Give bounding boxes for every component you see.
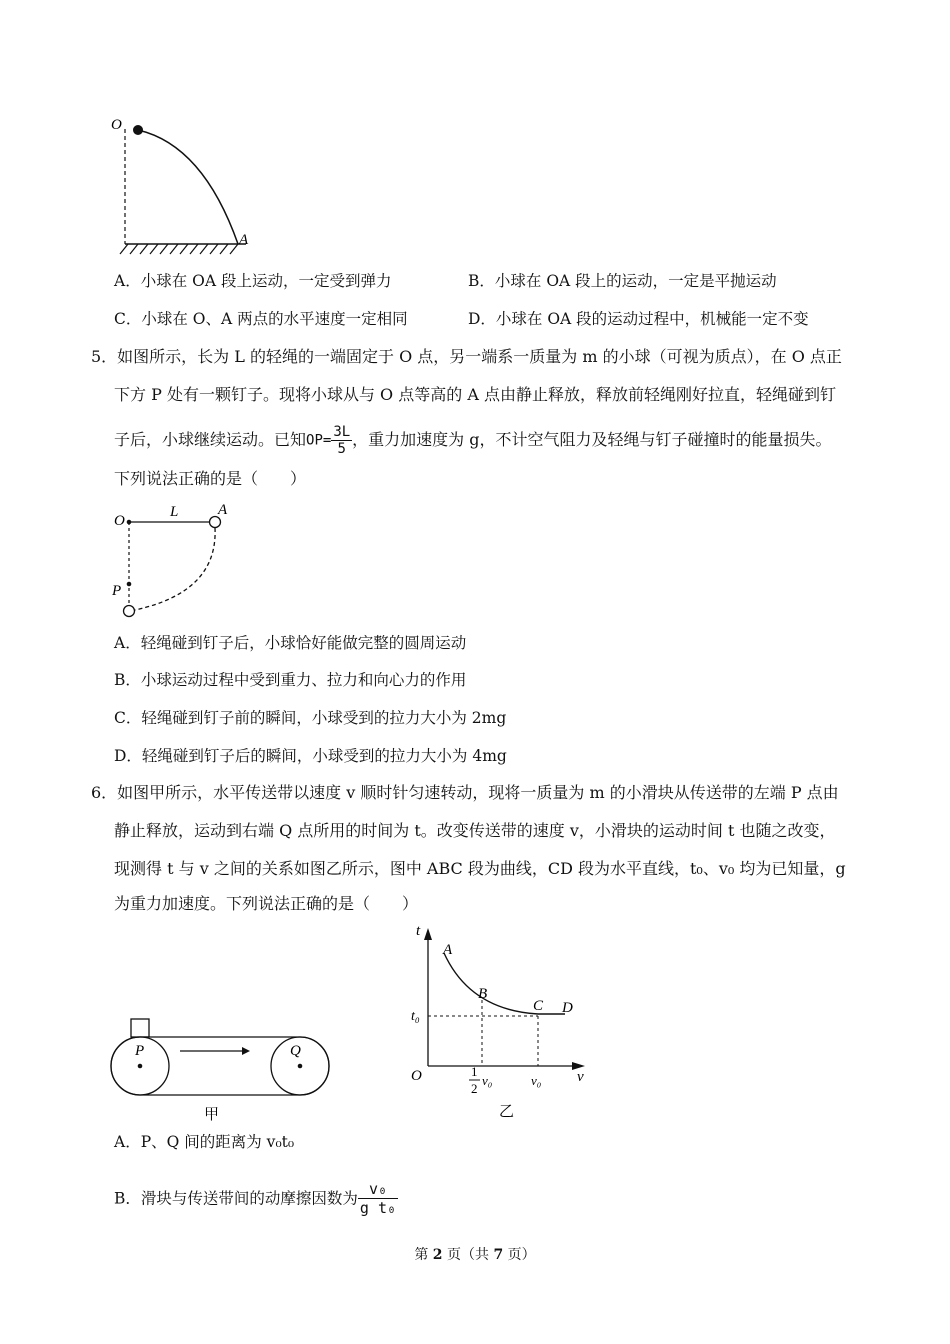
- q6-line-3: 现测得 t 与 v 之间的关系如图乙所示，图中 ABC 段为曲线，CD 段为水平直线，t₀、v₀ 均为已知量，g: [114, 859, 846, 878]
- q5-label-o: O: [114, 513, 125, 529]
- q5-figure: [108, 500, 238, 625]
- q6-option-b-denominator: g t₀: [359, 1199, 397, 1217]
- q5-line-1: 5．如图所示，长为 L 的轻绳的一端固定于 O 点，另一端系一质量为 m 的小球（可视为质点），在 O 点正: [91, 347, 842, 366]
- belt-label-q: Q: [290, 1043, 301, 1059]
- graph-tick-half-den: 2: [471, 1081, 478, 1096]
- q4-option-d: D．小球在 OA 段的运动过程中，机械能一定不变: [468, 310, 809, 328]
- q6-line-1: 6．如图甲所示，水平传送带以速度 v 顺时针匀速转动，现将一质量为 m 的小滑块从传送带的左端 P 点由: [91, 783, 839, 802]
- footer-total-pages: 7: [493, 1247, 504, 1263]
- q4-figure: [108, 110, 258, 260]
- footer-page-number: 2: [432, 1247, 443, 1263]
- graph-origin: O: [411, 1068, 422, 1084]
- graph-tick-v0: v₀: [531, 1073, 542, 1088]
- op-denominator: 5: [337, 441, 346, 457]
- q4-label-a: A: [239, 232, 249, 248]
- graph-tick-t0: t₀: [411, 1009, 420, 1024]
- q6-option-b: [114, 1180, 398, 1217]
- q6-option-b-fraction: [358, 1180, 398, 1217]
- graph-tick-half-num: 1: [471, 1064, 478, 1079]
- q4-option-a: A．小球在 OA 段上运动，一定受到弹力: [114, 272, 392, 290]
- q5-option-c: C．轻绳碰到钉子前的瞬间，小球受到的拉力大小为 2mg: [114, 709, 507, 727]
- graph-point-d: D: [562, 1000, 573, 1016]
- graph-point-a: A: [443, 942, 453, 958]
- q5-option-b: B．小球运动过程中受到重力、拉力和向心力的作用: [114, 671, 467, 689]
- q5-line-3-post: ，重力加速度为 g，不计空气阻力及轻绳与钉子碰撞时的能量损失。: [352, 430, 832, 449]
- q6-option-b-text: B．滑块与传送带间的动摩擦因数为: [114, 1189, 358, 1208]
- q5-line-4: 下列说法正确的是（ ）: [114, 469, 307, 488]
- q6-graph-figure: [405, 920, 600, 1120]
- q6-belt-figure: [108, 1015, 333, 1125]
- graph-point-c: C: [533, 998, 544, 1014]
- op-numerator: 3L: [333, 424, 351, 440]
- footer-pre: 第: [414, 1247, 433, 1263]
- q4-label-o: O: [111, 117, 122, 133]
- q5-label-p: P: [112, 583, 122, 599]
- op-label: OP=: [306, 432, 332, 449]
- q5-option-d: D．轻绳碰到钉子后的瞬间，小球受到的拉力大小为 4mg: [114, 747, 507, 765]
- q6-line-4: 为重力加速度。下列说法正确的是（ ）: [114, 894, 419, 913]
- belt-caption: 甲: [204, 1107, 220, 1123]
- q5-line-3-pre: 子后，小球继续运动。已知: [114, 430, 307, 449]
- q4-option-c: C．小球在 O、A 两点的水平速度一定相同: [114, 310, 408, 328]
- q5-label-a: A: [218, 502, 228, 518]
- graph-caption: 乙: [499, 1104, 515, 1120]
- q6-option-b-numerator: v₀: [358, 1180, 398, 1199]
- q6-option-a: A．P、Q 间的距离为 v₀t₀: [114, 1133, 295, 1151]
- q6-line-2: 静止释放，运动到右端 Q 点所用的时间为 t。改变传送带的速度 v，小滑块的运动时间 t 也随之改变，: [114, 821, 836, 840]
- op-fraction: [331, 424, 352, 457]
- footer-mid: 页（共: [442, 1247, 494, 1263]
- q5-option-a: A．轻绳碰到钉子后，小球恰好能做完整的圆周运动: [114, 634, 467, 652]
- q5-line-3: [114, 424, 832, 457]
- graph-axis-v: v: [577, 1069, 584, 1085]
- footer-post: 页）: [503, 1247, 536, 1263]
- q5-line-2: 下方 P 处有一颗钉子。现将小球从与 O 点等高的 A 点由静止释放，释放前轻绳刚好拉直，轻绳碰到钉: [114, 385, 836, 404]
- graph-point-b: B: [478, 986, 488, 1002]
- graph-axis-t: t: [416, 923, 421, 939]
- q4-option-b: B．小球在 OA 段上的运动，一定是平抛运动: [468, 272, 777, 290]
- q5-label-l: L: [170, 504, 179, 520]
- page-footer: [0, 1244, 950, 1266]
- belt-label-p: P: [135, 1043, 145, 1059]
- graph-tick-half-v: v₀: [482, 1073, 493, 1088]
